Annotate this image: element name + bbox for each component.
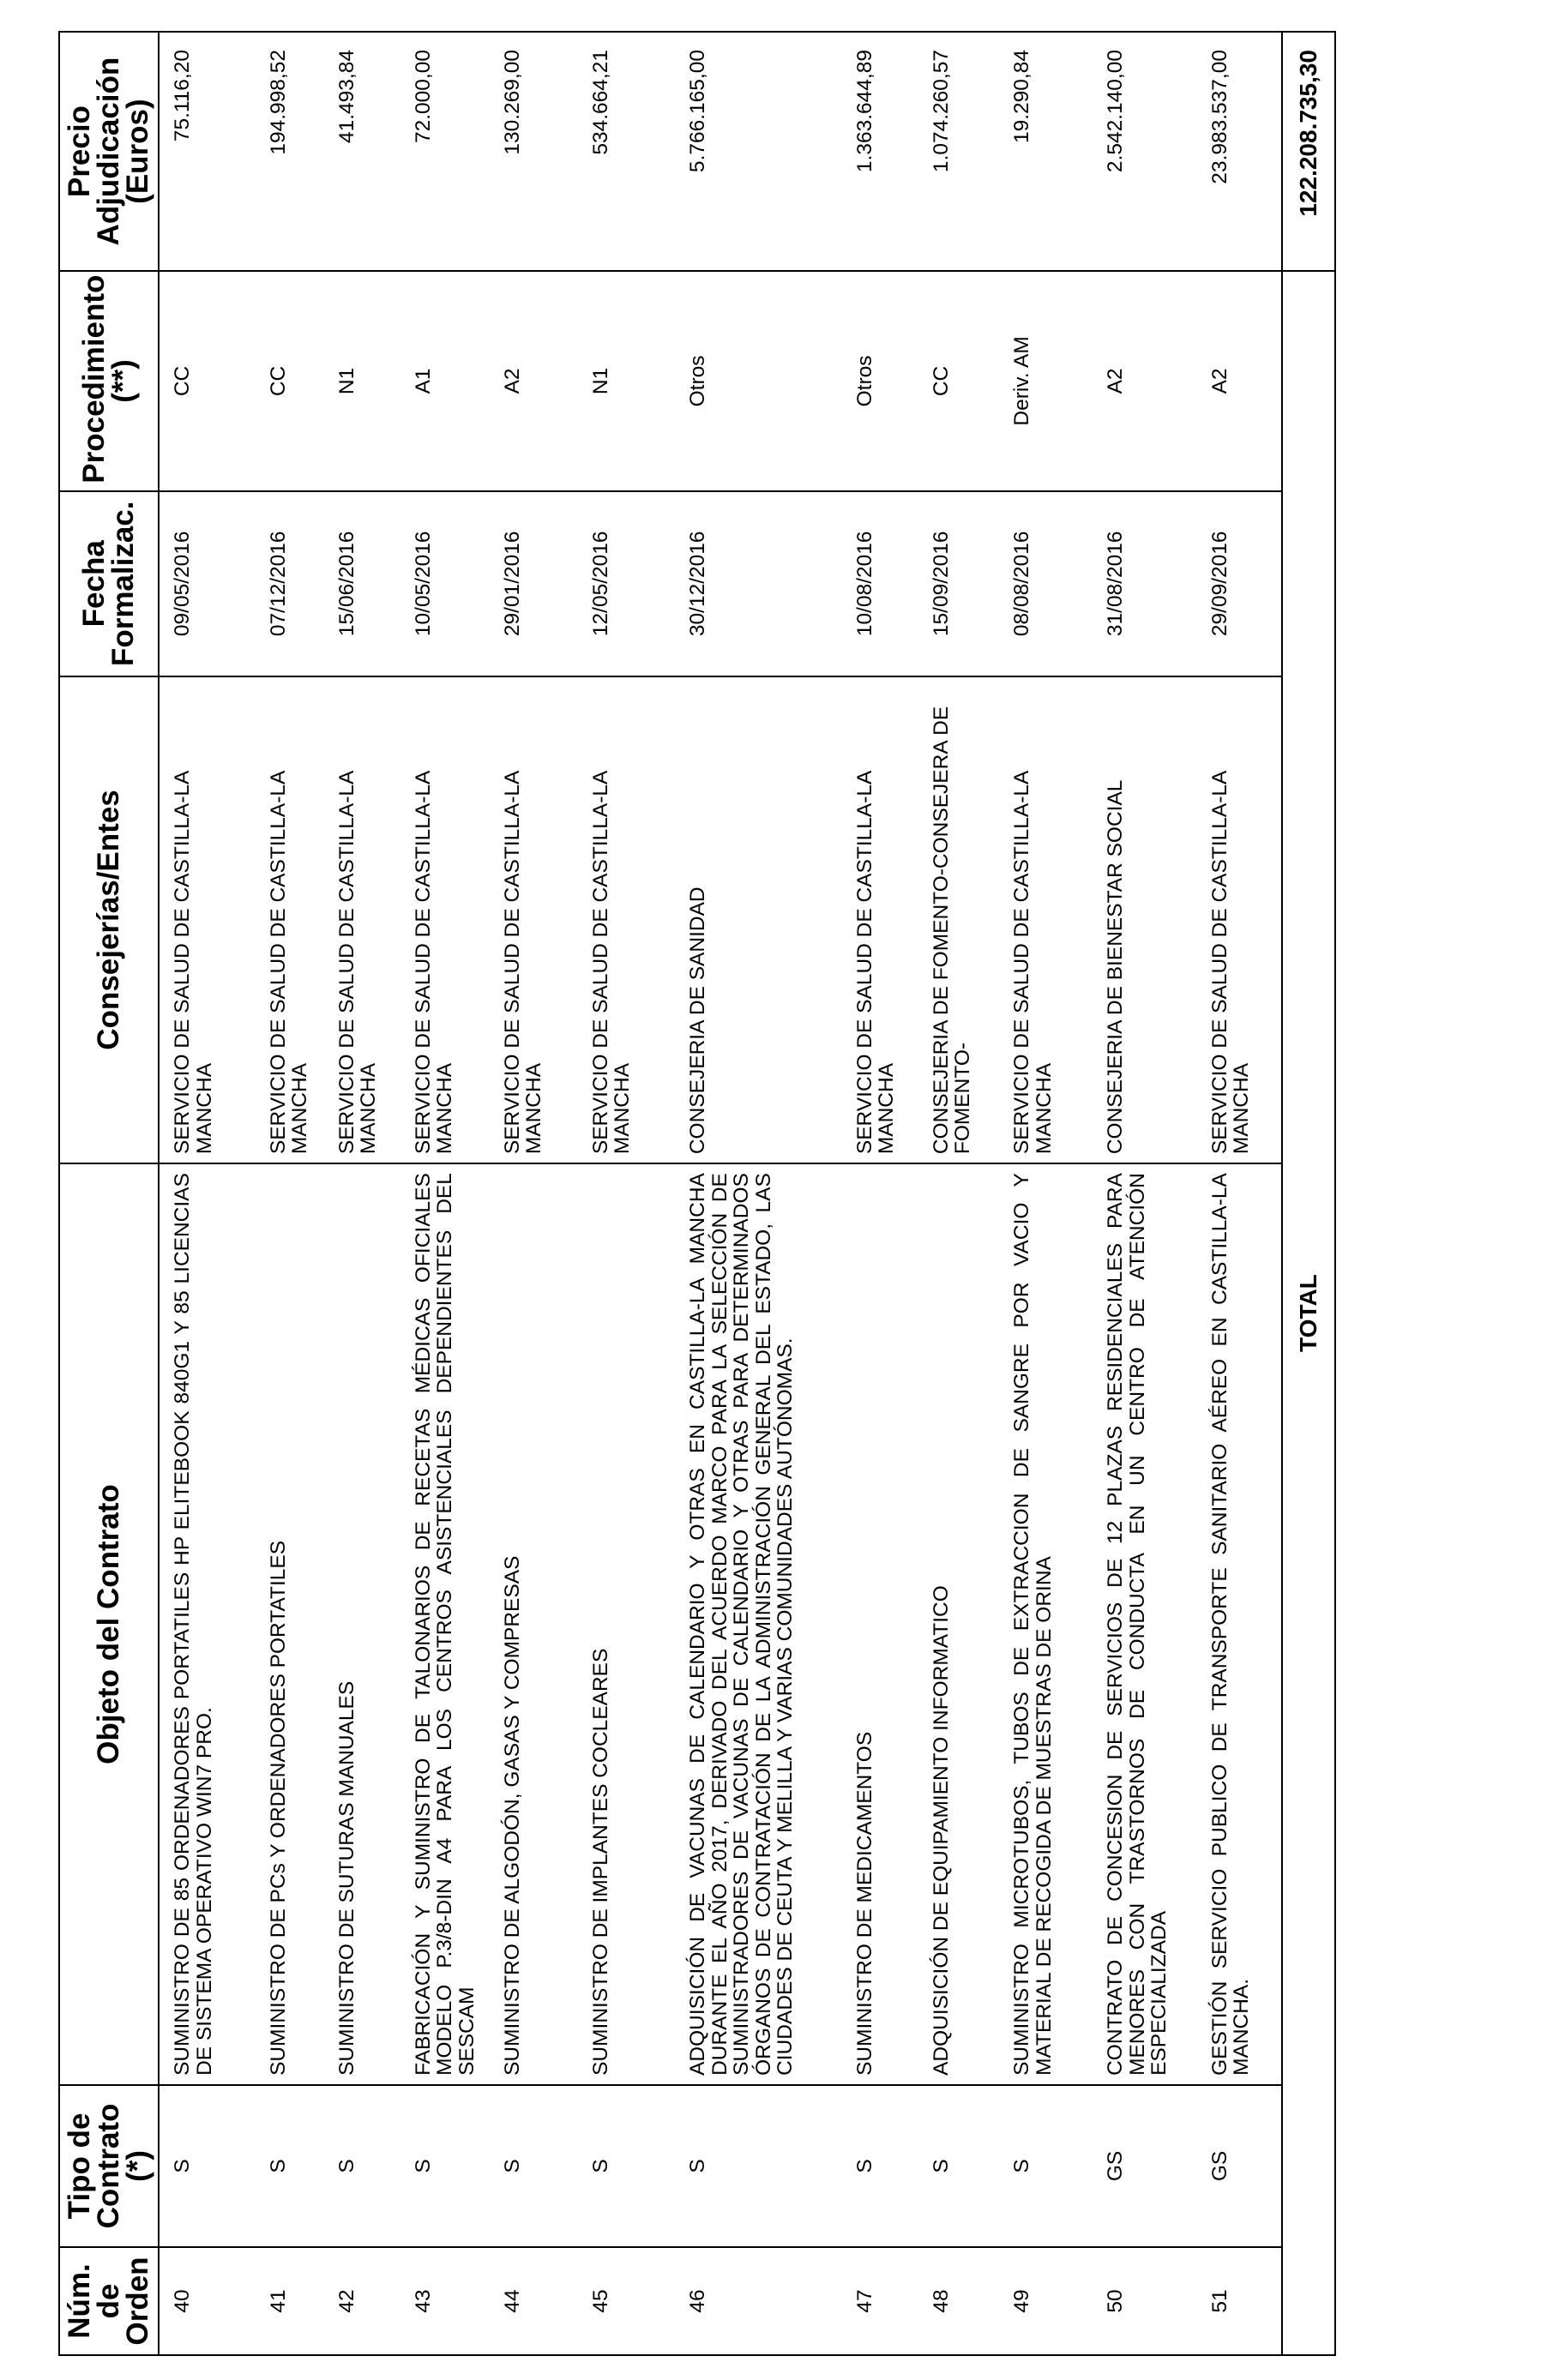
row-number: 51 [1202,2247,1283,2355]
formalization-date: 31/08/2016 [1098,491,1201,676]
contract-type: S [847,2085,924,2247]
contracting-entity: SERVICIO DE SALUD DE CASTILLA-LA MANCHA [1202,676,1283,1163]
contracting-entity: SERVICIO DE SALUD DE CASTILLA-LA MANCHA [847,676,924,1163]
procedure: A2 [495,271,583,491]
table-header [59,32,159,2355]
formalization-date: 15/09/2016 [924,491,1004,676]
award-price: 534.664,21 [583,32,681,271]
table-row [1004,32,1098,2355]
contracting-entity: SERVICIO DE SALUD DE CASTILLA-LA MANCHA [495,676,583,1163]
award-price: 72.000,00 [406,32,495,271]
header-tipo: Tipo de Contrato (*) [59,2085,159,2247]
row-number: 41 [261,2247,329,2355]
table-row [924,32,1004,2355]
procedure: A2 [1202,271,1283,491]
row-number: 47 [847,2247,924,2355]
header-procedimiento: Procedimiento (**) [59,271,159,491]
rotated-table-container [58,31,1336,2356]
table-row [406,32,495,2355]
award-price: 41.493,84 [329,32,406,271]
formalization-date: 08/08/2016 [1004,491,1098,676]
contract-type: GS [1202,2085,1283,2247]
award-price: 194.998,52 [261,32,329,271]
formalization-date: 10/08/2016 [847,491,924,676]
header-precio: Precio Adjudicación (Euros) [59,32,159,271]
table-row [159,32,261,2355]
contract-object: ADQUISICIÓN DE EQUIPAMIENTO INFORMATICO [924,1163,1004,2085]
table-footer [1282,32,1335,2355]
table-body [159,32,1282,2355]
formalization-date: 09/05/2016 [159,491,261,676]
contract-object: SUMINISTRO DE IMPLANTES COCLEARES [583,1163,681,2085]
header-num: Núm. de Orden [59,2247,159,2355]
procedure: Otros [847,271,924,491]
award-price: 23.983.537,00 [1202,32,1283,271]
formalization-date: 29/09/2016 [1202,491,1283,676]
contract-type: S [159,2085,261,2247]
row-number: 40 [159,2247,261,2355]
table-row [495,32,583,2355]
row-number: 48 [924,2247,1004,2355]
contract-object: SUMINISTRO DE SUTURAS MANUALES [329,1163,406,2085]
contracts-table [58,31,1336,2356]
contract-type: S [261,2085,329,2247]
award-price: 2.542.140,00 [1098,32,1201,271]
formalization-date: 30/12/2016 [680,491,846,676]
procedure: CC [261,271,329,491]
formalization-date: 10/05/2016 [406,491,495,676]
contracting-entity: CONSEJERIA DE SANIDAD [680,676,846,1163]
formalization-date: 15/06/2016 [329,491,406,676]
procedure: CC [924,271,1004,491]
row-number: 45 [583,2247,681,2355]
contract-type: S [406,2085,495,2247]
contract-type: S [329,2085,406,2247]
contract-object: SUMINISTRO DE 85 ORDENADORES PORTATILES HP ELITEBOOK 840G1 Y 85 LICENCIAS DE SISTEMA OPERATIVO WIN7 PRO. [159,1163,261,2085]
header-objeto: Objeto del Contrato [59,1163,159,2085]
table-row [261,32,329,2355]
contract-object: SUMINISTRO DE PCs Y ORDENADORES PORTATILES [261,1163,329,2085]
contract-object: GESTIÓN SERVICIO PUBLICO DE TRANSPORTE SANITARIO AÉREO EN CASTILLA-LA MANCHA. [1202,1163,1283,2085]
contract-type: GS [1098,2085,1201,2247]
header-consejerias: Consejerías/Entes [59,676,159,1163]
table-row [1098,32,1201,2355]
formalization-date: 07/12/2016 [261,491,329,676]
contracting-entity: SERVICIO DE SALUD DE CASTILLA-LA MANCHA [1004,676,1098,1163]
row-number: 42 [329,2247,406,2355]
procedure: CC [159,271,261,491]
award-price: 19.290,84 [1004,32,1098,271]
contracting-entity: SERVICIO DE SALUD DE CASTILLA-LA MANCHA [583,676,681,1163]
formalization-date: 12/05/2016 [583,491,681,676]
contract-type: S [680,2085,846,2247]
contract-type: S [924,2085,1004,2247]
table-row [329,32,406,2355]
header-fecha: Fecha Formalizac. [59,491,159,676]
procedure: N1 [583,271,681,491]
contracting-entity: CONSEJERIA DE FOMENTO-CONSEJERA DE FOMENTO- [924,676,1004,1163]
table-row [1202,32,1283,2355]
table-row [847,32,924,2355]
row-number: 50 [1098,2247,1201,2355]
contracting-entity: CONSEJERIA DE BIENESTAR SOCIAL [1098,676,1201,1163]
procedure: Otros [680,271,846,491]
procedure: A2 [1098,271,1201,491]
award-price: 75.116,20 [159,32,261,271]
award-price: 130.269,00 [495,32,583,271]
contract-type: S [495,2085,583,2247]
formalization-date: 29/01/2016 [495,491,583,676]
award-price: 1.363.644,89 [847,32,924,271]
contracting-entity: SERVICIO DE SALUD DE CASTILLA-LA MANCHA [261,676,329,1163]
contract-object: CONTRATO DE CONCESION DE SERVICIOS DE 12 PLAZAS RESIDENCIALES PARA MENORES CON TRASTORNOS DE CONDUCTA EN UN CENTRO DE ATENCIÓN ESPECIALIZADA [1098,1163,1201,2085]
row-number: 49 [1004,2247,1098,2355]
contracting-entity: SERVICIO DE SALUD DE CASTILLA-LA MANCHA [329,676,406,1163]
contract-type: S [1004,2085,1098,2247]
contract-object: ADQUISICIÓN DE VACUNAS DE CALENDARIO Y OTRAS EN CASTILLA-LA MANCHA DURANTE EL AÑO 2017, DERIVADO DEL ACUERDO MARCO PARA LA SELECCIÓN DE SUMINISTRADORES DE VACUNAS DE CALENDARIO Y OTRAS PARA DETERMINADOS ÓRGANOS DE CONTRATACIÓN DE LA ADMINISTRACIÓN GENERAL DEL ESTADO, LAS CIUDADES DE CEUTA Y MELILLA Y VARIAS COMUNIDADES AUTÓNOMAS. [680,1163,846,2085]
total-label: TOTAL [1282,271,1335,2355]
procedure: Deriv. AM [1004,271,1098,491]
contract-object: SUMINISTRO DE ALGODÓN, GASAS Y COMPRESAS [495,1163,583,2085]
contract-type: S [583,2085,681,2247]
contract-object: SUMINISTRO MICROTUBOS, TUBOS DE EXTRACCION DE SANGRE POR VACIO Y MATERIAL DE RECOGIDA DE MUESTRAS DE ORINA [1004,1163,1098,2085]
table-row [583,32,681,2355]
contracting-entity: SERVICIO DE SALUD DE CASTILLA-LA MANCHA [159,676,261,1163]
procedure: N1 [329,271,406,491]
total-value: 122.208.735,30 [1282,32,1335,271]
award-price: 1.074.260,57 [924,32,1004,271]
contract-object: FABRICACIÓN Y SUMINISTRO DE TALONARIOS DE RECETAS MÉDICAS OFICIALES MODELO P.3/8-DIN A4 PARA LOS CENTROS ASISTENCIALES DEPENDIENTES DEL SESCAM [406,1163,495,2085]
procedure: A1 [406,271,495,491]
contract-object: SUMINISTRO DE MEDICAMENTOS [847,1163,924,2085]
award-price: 5.766.165,00 [680,32,846,271]
table-row [680,32,846,2355]
row-number: 43 [406,2247,495,2355]
contracting-entity: SERVICIO DE SALUD DE CASTILLA-LA MANCHA [406,676,495,1163]
row-number: 44 [495,2247,583,2355]
row-number: 46 [680,2247,846,2355]
